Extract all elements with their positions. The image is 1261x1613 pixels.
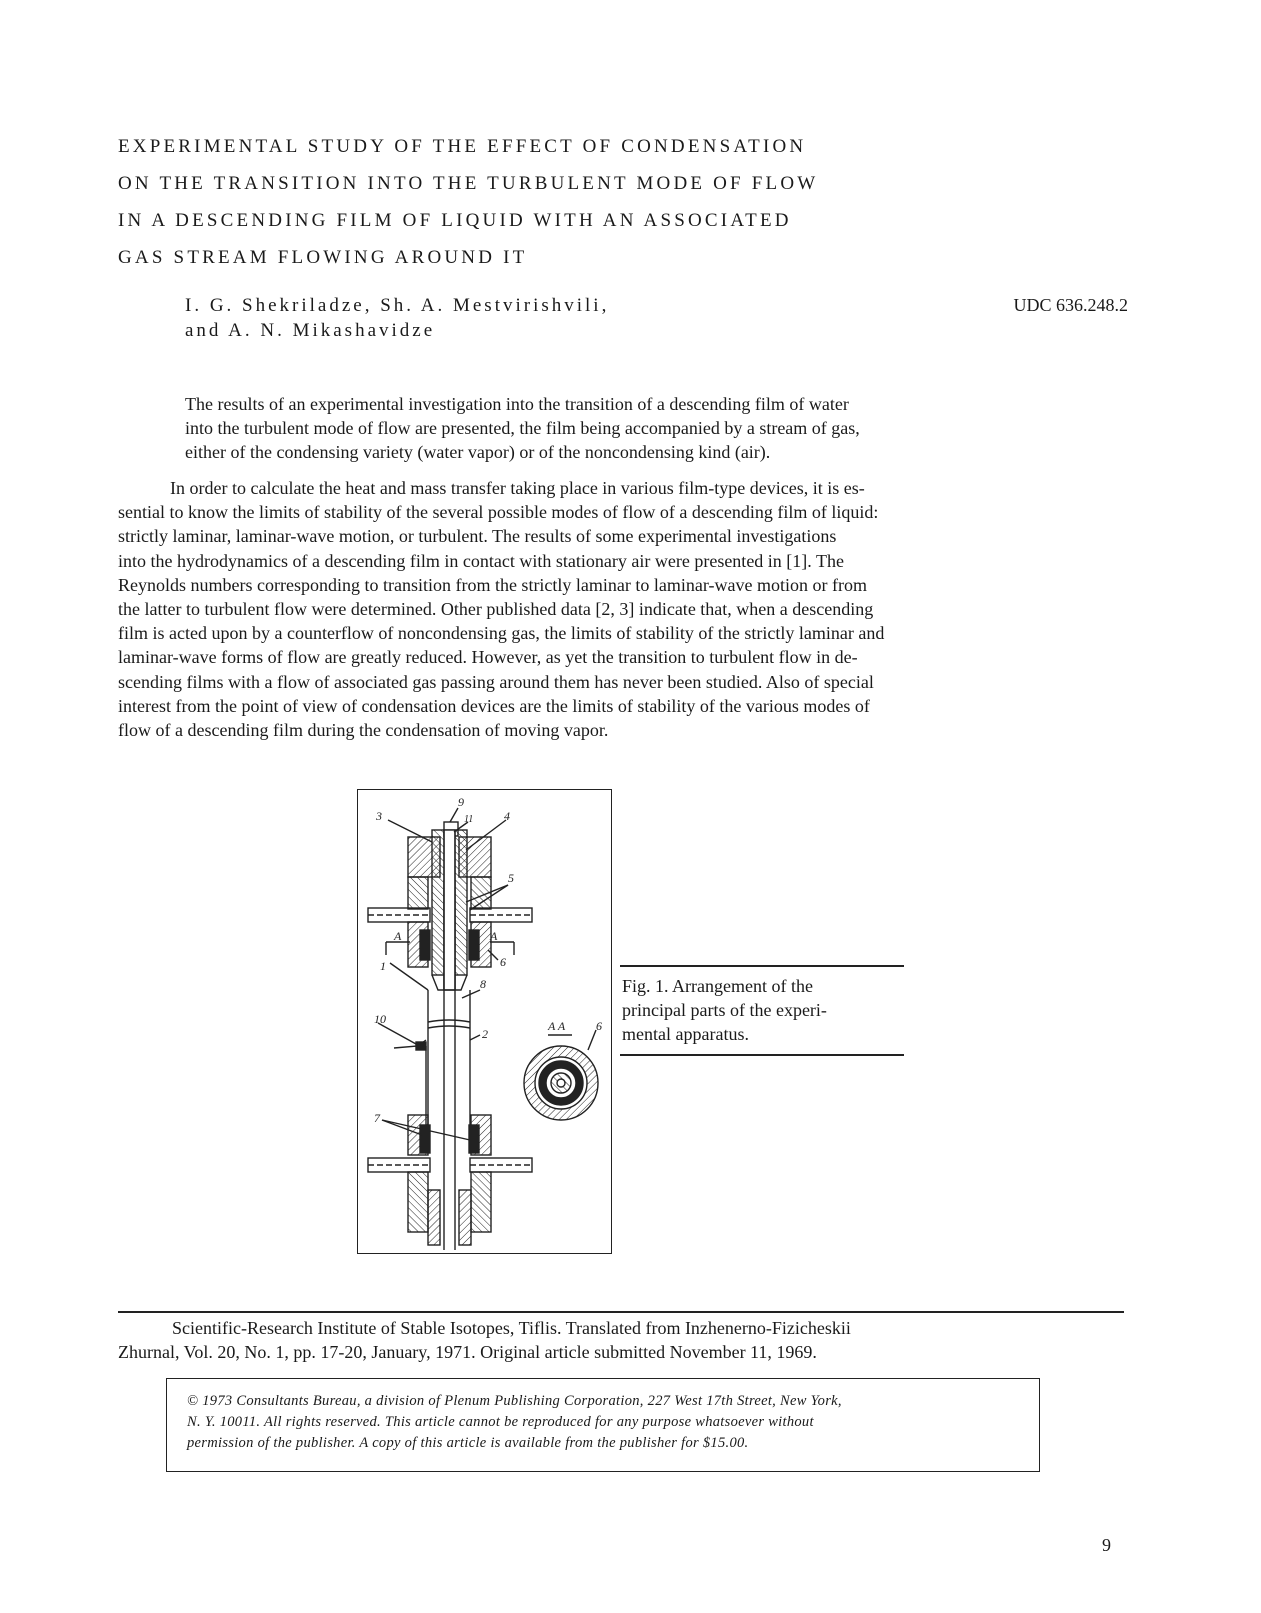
title-line: ON THE TRANSITION INTO THE TURBULENT MODE OF FLOW <box>118 173 819 194</box>
title-line: EXPERIMENTAL STUDY OF THE EFFECT OF CONDENSATION <box>118 136 807 157</box>
abstract <box>185 392 1070 464</box>
label-section-aa: A A <box>548 1019 566 1033</box>
author-list <box>185 293 609 343</box>
label-9: 9 <box>458 795 464 809</box>
abstract-line: either of the condensing variety (water vapor) or of the noncondensing kind (air). <box>185 442 771 462</box>
label-section-a-right: A <box>490 929 498 943</box>
caption-line: Fig. 1. Arrangement of the <box>622 976 813 996</box>
title-line: IN A DESCENDING FILM OF LIQUID WITH AN ASSOCIATED <box>118 210 792 231</box>
body-line: laminar-wave forms of flow are greatly reduced. However, as yet the transition to turbulent flow in de- <box>118 647 858 668</box>
label-1: 1 <box>380 959 386 973</box>
body-line: scending films with a flow of associated gas passing around them has never been studied. Also of special <box>118 671 874 692</box>
label-6-section: 6 <box>596 1019 602 1033</box>
body-line: In order to calculate the heat and mass transfer taking place in various film-type devices, it is es- <box>170 478 865 498</box>
article-title <box>118 128 978 276</box>
label-10: 10 <box>374 1012 386 1026</box>
abstract-line: The results of an experimental investigation into the transition of a descending film of water <box>185 394 849 414</box>
label-section-a-left: A <box>394 929 402 943</box>
label-3: 3 <box>376 809 382 823</box>
body-line: Reynolds numbers corresponding to transition from the strictly laminar to laminar-wave motion or from <box>118 574 867 595</box>
copyright-line: N. Y. 10011. All rights reserved. This article cannot be reproduced for any purpose whatsoever without <box>187 1414 814 1430</box>
figure-caption <box>620 965 904 1056</box>
title-line: GAS STREAM FLOWING AROUND IT <box>118 247 528 268</box>
lower-flange-left <box>408 1172 428 1232</box>
body-line: interest from the point of view of condensation devices are the limits of stability of the various modes of <box>118 695 870 716</box>
label-8: 8 <box>480 977 486 991</box>
label-11: 11 <box>464 814 474 825</box>
author-line: I. G. Shekriladze, Sh. A. Mestvirishvili, <box>185 295 610 316</box>
lower-flange-right <box>471 1172 491 1232</box>
body-line: sential to know the limits of stability of the several possible modes of flow of a descending film of liquid: <box>118 502 879 523</box>
seal-left <box>420 930 430 960</box>
affiliation-note <box>118 1316 1108 1364</box>
body-paragraph <box>118 476 1098 742</box>
label-6: 6 <box>500 955 506 969</box>
label-2: 2 <box>482 1027 488 1041</box>
udc-code: UDC 636.248.2 <box>1013 295 1128 315</box>
affiliation-line: Scientific-Research Institute of Stable Isotopes, Tiflis. Translated from Inzhenerno-Fizicheskii <box>172 1318 851 1338</box>
copyright-box <box>166 1378 1040 1472</box>
author-line: and A. N. Mikashavidze <box>185 320 436 341</box>
label-4: 4 <box>504 809 510 823</box>
affiliation-line: Zhurnal, Vol. 20, No. 1, pp. 17-20, January, 1971. Original article submitted November 11, 1969. <box>118 1342 817 1362</box>
copyright-line: permission of the publisher. A copy of this article is available from the publisher for $15.00. <box>187 1435 749 1451</box>
caption-line: mental apparatus. <box>622 1024 749 1044</box>
footer-rule <box>118 1311 1124 1313</box>
page-number: 9 <box>1102 1535 1111 1555</box>
body-line: into the hydrodynamics of a descending film in contact with stationary air were presented in [1]. The <box>118 550 844 571</box>
label-5: 5 <box>508 871 514 885</box>
label-7: 7 <box>374 1111 380 1125</box>
figure-apparatus <box>357 789 612 1254</box>
seal-right <box>469 930 479 960</box>
abstract-line: into the turbulent mode of flow are presented, the film being accompanied by a stream of gas, <box>185 418 860 438</box>
caption-line: principal parts of the experi- <box>622 1000 827 1020</box>
body-line: strictly laminar, laminar-wave motion, or turbulent. The results of some experimental investigations <box>118 526 837 547</box>
lower-seal-right <box>469 1125 479 1153</box>
body-line: the latter to turbulent flow were determined. Other published data [2, 3] indicate that, when a descending <box>118 599 874 620</box>
body-line: flow of a descending film during the condensation of moving vapor. <box>118 720 609 741</box>
apparatus-diagram <box>358 790 613 1255</box>
copyright-line: © 1973 Consultants Bureau, a division of Plenum Publishing Corporation, 227 West 17th Street, New York, <box>187 1393 842 1409</box>
body-line: film is acted upon by a counterflow of noncondensing gas, the limits of stability of the strictly laminar and <box>118 623 885 644</box>
